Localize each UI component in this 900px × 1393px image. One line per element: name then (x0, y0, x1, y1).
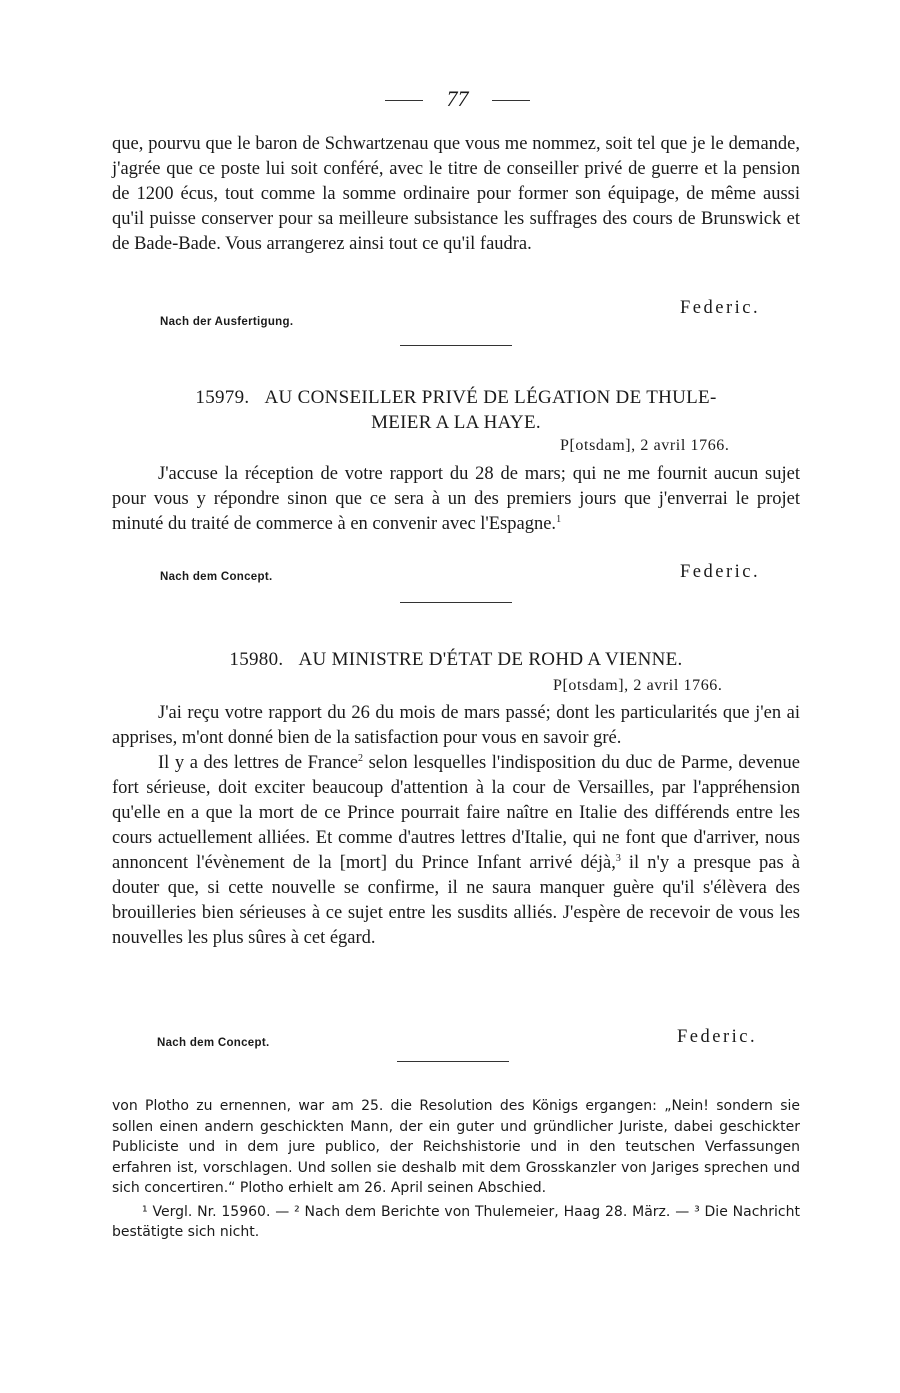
letter-body-15979 (112, 462, 800, 537)
footnote-notes: ¹ Vergl. Nr. 15960. — ² Nach dem Berichte von Thulemeier, Haag 28. März. — ³ Die Nachricht bestätigte sich nicht. (112, 1203, 800, 1240)
letter-body-15980 (112, 701, 800, 951)
letter-signature: Federic. (680, 562, 761, 582)
letter-number: 15980. (229, 649, 284, 670)
letter-paragraph-2 (112, 751, 800, 951)
paragraph-text: Il y a des lettres de France (158, 753, 358, 773)
intro-paragraph: que, pourvu que le baron de Schwartzenau que vous me nommez, soit tel que je le demande, j'agrée que ce poste lui soit conféré, avec le titre de conseiller privé de guerre et la pension de 1200 écus, tout comme la somme ordinaire pour former son équipage, de même aussi qu'il puisse conserver pour sa meilleure subsistance les suffrages des cours de Brunswick et de Bade-Bade. Vous arrangerez ainsi tout ce qu'il faudra. (112, 134, 800, 254)
intro-signature: Federic. (680, 298, 761, 318)
section-divider (397, 1061, 509, 1062)
letter-heading-15980 (112, 647, 800, 672)
page-header (385, 86, 530, 116)
letter-heading-line: AU MINISTRE D'ÉTAT DE ROHD A VIENNE. (298, 649, 683, 670)
footnote-mark: 3 (615, 852, 621, 864)
intro-source-note: Nach der Ausfertigung. (160, 316, 294, 328)
letter-paragraph: J'ai reçu votre rapport du 26 du mois de mars passé; dont les particularités que j'en ai apprises, m'ont donné bien de la satisfaction pour vous en savoir gré. (112, 703, 800, 748)
letter-heading-line2: MEIER A LA HAYE. (371, 412, 541, 433)
letter-source-note: Nach dem Concept. (157, 1037, 270, 1049)
paragraph-text: il n'y a presque pas à douter que, si cette nouvelle se confirme, il ne saura manquer guère qu'il s'élèvera des brouilleries bien sérieuses à ce sujet entre les susdits alliés. J'espère de recevoir de vous les nouvelles les plus sûres à cet égard. (112, 853, 800, 948)
intro-paragraph-block (112, 132, 800, 257)
page-number: 77 (446, 86, 469, 111)
footnote-mark: 2 (357, 752, 363, 764)
footnote-mark: 1 (556, 513, 562, 525)
header-rule-right (492, 100, 530, 101)
letter-signature: Federic. (677, 1027, 758, 1047)
section-divider (400, 345, 512, 346)
section-divider (400, 602, 512, 603)
footnote-continuation: von Plotho zu ernennen, war am 25. die Resolution des Königs ergangen: „Nein! sondern sie sollen einen andern geschickten Mann, der ein guter und gründlicher Juriste, dabei geschickter Publiciste und in dem jure publico, der Reichshistorie und in den teutschen Verfassungen erfahren ist, vorschlagen. Und sollen sie deshalb mit dem Grosskanzler von Jariges sprechen und sich concertiren.“ Plotho erhielt am 26. April seinen Abschied. (112, 1098, 800, 1196)
letter-heading-15979 (112, 385, 800, 435)
letter-paragraph: J'accuse la réception de votre rapport du 28 de mars; qui ne me fournit aucun sujet pour vous y répondre sinon que ce sera à un des premiers jours que j'enverrai le projet minuté du traité de commerce à en convenir avec l'Espagne. (112, 464, 800, 534)
letter-date: P[otsdam], 2 avril 1766. (560, 437, 730, 454)
letter-number: 15979. (195, 387, 250, 408)
footnotes-block (112, 1096, 800, 1243)
letter-heading-line1: AU CONSEILLER PRIVÉ DE LÉGATION DE THULE- (264, 387, 717, 408)
paragraph-text: selon lesquelles l'indisposition du duc de Parme, devenue fort sérieuse, doit exciter beaucoup d'attention à la cour de Versailles, par l'appréhension qu'elle en a que la mort de ce Prince pourrait faire naître en Italie des différends entre les cours actuellement alliées. Et comme d'autres lettres d'Italie, qui ne font que d'arriver, nous annoncent l'évènement de la [mort] du Prince Infant arrivé déjà, (112, 753, 800, 873)
letter-source-note: Nach dem Concept. (160, 571, 273, 583)
letter-date: P[otsdam], 2 avril 1766. (553, 677, 723, 694)
